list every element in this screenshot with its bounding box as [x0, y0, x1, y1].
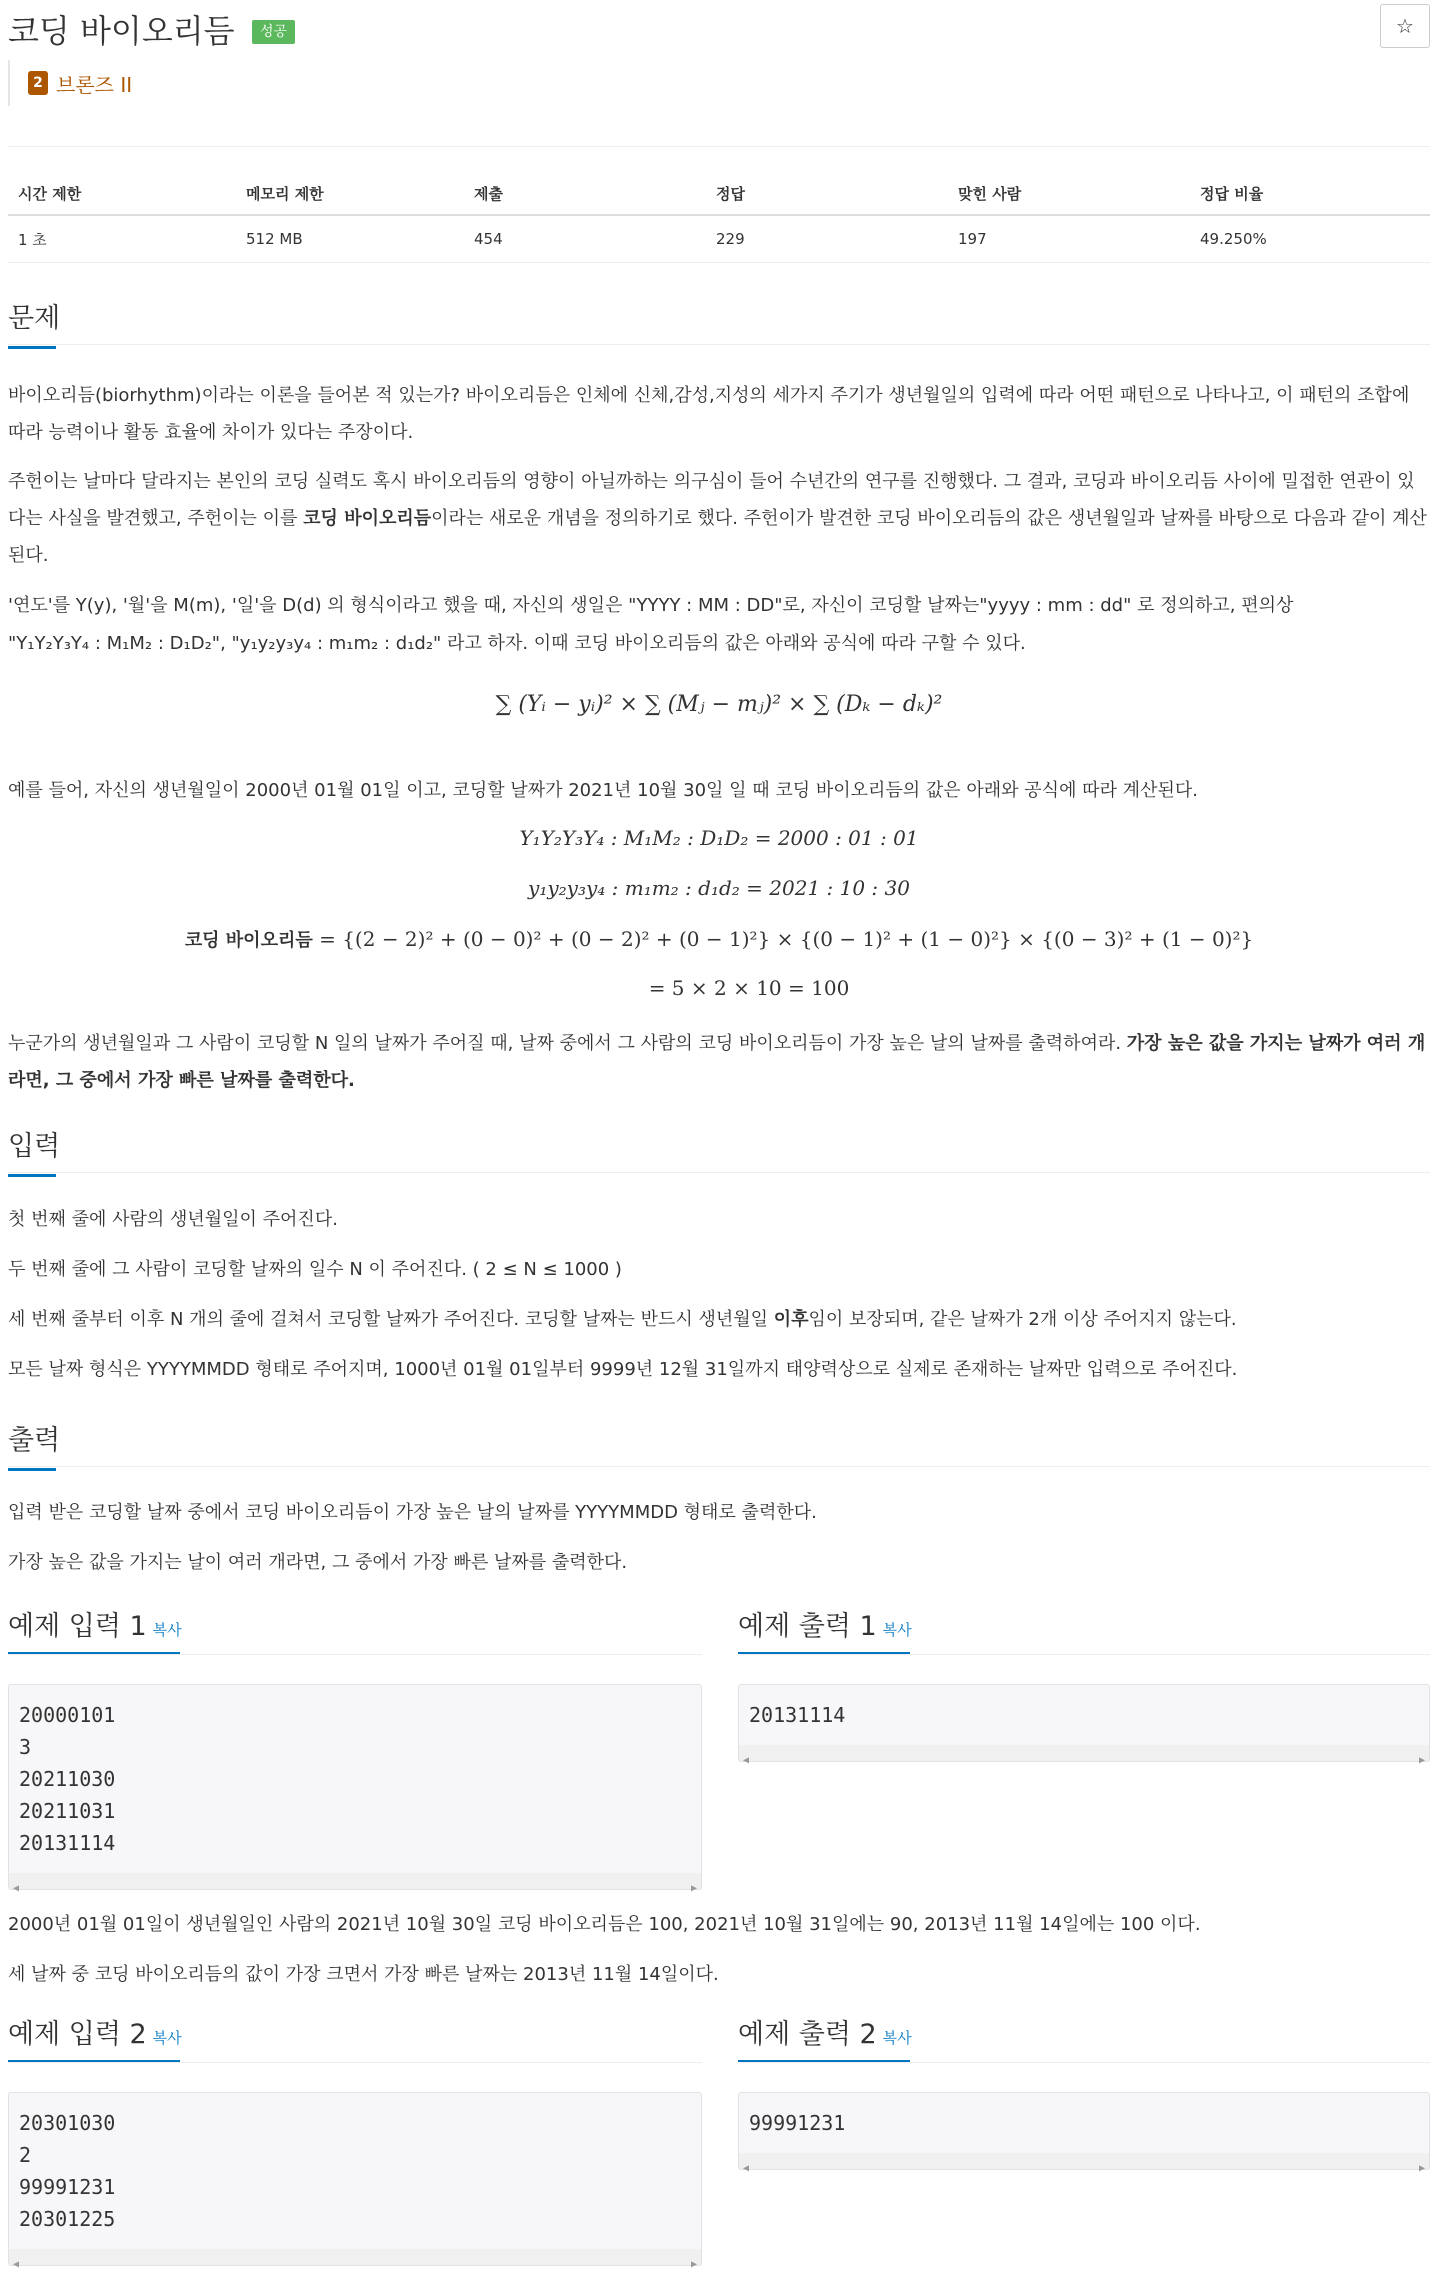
- sample-input-2[interactable]: [8, 2092, 702, 2270]
- input-heading-text: 입력: [8, 1131, 61, 1162]
- value-ratio: 49.250%: [1190, 215, 1430, 263]
- horizontal-scrollbar[interactable]: [739, 1745, 1429, 1766]
- header-time-limit: 시간 제한: [8, 172, 236, 215]
- sample-title: 예제 입력 1: [8, 1611, 147, 1642]
- divider: [8, 1654, 702, 1655]
- sample-output-1[interactable]: [738, 1684, 1430, 1766]
- sample-note-1: 2000년 01월 01일이 생년월일인 사람의 2021년 10월 30일 코딩 바이오리듬은 100, 2021년 10월 31일에는 90, 2013년 11월 14일에는 100 이다.: [8, 1914, 1201, 1935]
- problem-paragraph-3b: "Y₁Y₂Y₃Y₄ : M₁M₂ : D₁D₂", "y₁y₂y₃y₄ : m₁m₂ : d₁d₂" 라고 하자. 이때 코딩 바이오리듬의 값은 아래와 공식에 따라 구할 수 있다.: [8, 633, 1026, 654]
- star-icon: ☆: [1396, 14, 1414, 38]
- problem-bold-term: 코딩 바이오리듬: [303, 508, 432, 529]
- problem-heading: [8, 296, 60, 335]
- header-accepted: 정답: [706, 172, 948, 215]
- heading-underline: [8, 1468, 56, 1471]
- copy-button[interactable]: 복사: [152, 1621, 182, 1639]
- problem-heading-text: 문제: [8, 303, 61, 334]
- value-time-limit: 1 초: [8, 215, 236, 263]
- input-line-2: 두 번째 줄에 그 사람이 코딩할 날짜의 일수 N 이 주어진다. ( 2 ≤ N ≤ 1000 ): [8, 1259, 622, 1280]
- divider: [8, 1466, 1430, 1467]
- problem-text: 누군가의 생년월일과 그 사람이 코딩할 N 일의 날짜가 주어질 때, 날짜 중에서 그 사람의 코딩 바이오리듬이 가장 높은 날의 날짜를 출력하여라.: [8, 1033, 1127, 1054]
- problem-paragraph-4: 예를 들어, 자신의 생년월일이 2000년 01월 01일 이고, 코딩할 날짜가 2021년 10월 30일 일 때 코딩 바이오리듬의 값은 아래와 공식에 따라 계산된다.: [8, 780, 1198, 801]
- code-line: 2: [19, 2143, 32, 2167]
- sample-input-1-heading: [8, 1604, 182, 1643]
- code-line: 20000101: [19, 1703, 116, 1727]
- header-solvers: 맞힌 사람: [948, 172, 1190, 215]
- scroll-right-icon[interactable]: ▶: [1418, 2163, 1425, 2174]
- formula: ∑ (Yᵢ − yᵢ)² × ∑ (Mⱼ − mⱼ)² × ∑ (Dₖ − dₖ)²: [495, 692, 943, 717]
- divider: [738, 1654, 1430, 1655]
- header-memory-limit: 메모리 제한: [236, 172, 464, 215]
- output-line-1: 입력 받은 코딩할 날짜 중에서 코딩 바이오리듬이 가장 높은 날의 날짜를 YYYYMMDD 형태로 출력한다.: [8, 1502, 817, 1523]
- sample-title: 예제 입력 2: [8, 2019, 147, 2050]
- tier-label[interactable]: 브론즈 II: [56, 72, 133, 97]
- scroll-left-icon[interactable]: ◀: [13, 2259, 20, 2270]
- problem-paragraph-1: 바이오리듬(biorhythm)이라는 이론을 들어본 적 있는가? 바이오리듬은 인체에 신체,감성,지성의 세가지 주기가 생년월일의 입력에 따라 어떤 패턴으로 나타나고, 이 패턴의 조합에 따라 능력이나 활동 효율에 차이가 있다는 주장이다.: [8, 385, 1410, 443]
- code-line: 20301225: [19, 2207, 116, 2231]
- sample-output-1-heading: [738, 1604, 912, 1643]
- output-line-2: 가장 높은 값을 가지는 날이 여러 개라면, 그 중에서 가장 빠른 날짜를 출력한다.: [8, 1552, 628, 1573]
- output-heading: [8, 1418, 60, 1457]
- divider: [8, 344, 1430, 345]
- input-bold: 이후: [773, 1309, 809, 1330]
- input-heading: [8, 1124, 60, 1163]
- scroll-right-icon[interactable]: ▶: [690, 1883, 697, 1894]
- code-line: 20131114: [749, 1703, 846, 1727]
- horizontal-scrollbar[interactable]: [9, 1873, 701, 1894]
- copy-button[interactable]: 복사: [882, 1621, 912, 1639]
- scroll-left-icon[interactable]: ◀: [743, 2163, 750, 2174]
- header-ratio: 정답 비율: [1190, 172, 1430, 215]
- divider: [738, 2062, 1430, 2063]
- sample-input-2-heading: [8, 2012, 182, 2051]
- sample-title: 예제 출력 1: [738, 1611, 877, 1642]
- problem-text: 주헌이는 날마다 달라지는 본인의 코딩 실력도 혹시 바이오리듬의 영향이 아닐까하는 의구심이 들어 수년간의 연구를 진행했다. 그 결과, 코딩과 바이오리듬 사이에 밀접한 연관이 있다는 사실을 발견했고, 주헌이는 이를: [8, 471, 1415, 529]
- input-text: 세 번째 줄부터 이후 N 개의 줄에 걸쳐서 코딩할 날짜가 주어진다. 코딩할 날짜는 반드시 생년월일: [8, 1309, 774, 1330]
- equation-1: Y₁Y₂Y₃Y₄ : M₁M₂ : D₁D₂ = 2000 : 01 : 01: [519, 826, 919, 850]
- value-solvers[interactable]: 197: [948, 215, 1190, 263]
- scroll-right-icon[interactable]: ▶: [690, 2259, 697, 2270]
- sample-input-1[interactable]: [8, 1684, 702, 1894]
- tier-indicator[interactable]: [8, 60, 132, 106]
- problem-bold-note: 가장 높은 값을 가지는 날짜가 여러 개라면, 그 중에서 가장 빠른 날짜를 출력한다.: [8, 1033, 1426, 1091]
- value-memory-limit: 512 MB: [236, 215, 464, 263]
- bronze-tier-icon: 2: [28, 71, 48, 95]
- code-line: 20211031: [19, 1799, 116, 1823]
- scroll-right-icon[interactable]: ▶: [1418, 1755, 1425, 1766]
- problem-paragraph-2: [8, 463, 1430, 574]
- scroll-left-icon[interactable]: ◀: [743, 1755, 750, 1766]
- input-text: 임이 보장되며, 같은 날짜가 2개 이상 주어지지 않는다.: [808, 1309, 1237, 1330]
- problem-text: 이라는 새로운 개념을 정의하기로 했다. 주헌이가 발견한 코딩 바이오리듬의 값은 생년월일과 날짜를 바탕으로 다음과 같이 계산된다.: [8, 508, 1427, 566]
- horizontal-scrollbar[interactable]: [739, 2153, 1429, 2174]
- status-badge: 성공: [252, 20, 295, 44]
- problem-paragraph-3: '연도'를 Y(y), '월'을 M(m), '일'을 D(d) 의 형식이라고 했을 때, 자신의 생일은 "YYYY : MM : DD"로, 자신이 코딩할 날짜는"yyyy : mm : dd" 로 정의하고, 편의상: [8, 595, 1294, 616]
- sample-output-2-heading: [738, 2012, 912, 2051]
- copy-button[interactable]: 복사: [152, 2029, 182, 2047]
- equation-4: = 5 × 2 × 10 = 100: [648, 976, 850, 1000]
- title-row: [8, 0, 1430, 56]
- problem-paragraph-5: [8, 1025, 1430, 1099]
- value-submissions[interactable]: 454: [464, 215, 706, 263]
- equation-3: [8, 926, 1430, 952]
- divider: [8, 1172, 1430, 1173]
- horizontal-scrollbar[interactable]: [9, 2249, 701, 2270]
- code-line: 99991231: [19, 2175, 116, 2199]
- sample-note-2: 세 날짜 중 코딩 바이오리듬의 값이 가장 크면서 가장 빠른 날짜는 2013년 11월 14일이다.: [8, 1964, 719, 1985]
- input-line-1: 첫 번째 줄에 사람의 생년월일이 주어진다.: [8, 1209, 338, 1230]
- copy-button[interactable]: 복사: [882, 2029, 912, 2047]
- input-line-4: 모든 날짜 형식은 YYYYMMDD 형태로 주어지며, 1000년 01월 01일부터 9999년 12월 31일까지 태양력상으로 실제로 존재하는 날짜만 입력으로 주어진다.: [8, 1359, 1238, 1380]
- sample-title: 예제 출력 2: [738, 2019, 877, 2050]
- code-line: 3: [19, 1735, 32, 1759]
- scroll-left-icon[interactable]: ◀: [13, 1883, 20, 1894]
- info-table: [8, 172, 1430, 263]
- code-line: 99991231: [749, 2111, 846, 2135]
- heading-underline: [8, 346, 56, 349]
- equation-label: 코딩 바이오리듬: [184, 930, 313, 951]
- code-line: 20301030: [19, 2111, 116, 2135]
- equation-2: y₁y₂y₃y₄ : m₁m₂ : d₁d₂ = 2021 : 10 : 30: [528, 876, 910, 900]
- header-submissions: 제출: [464, 172, 706, 215]
- star-button[interactable]: [1380, 4, 1430, 48]
- divider: [8, 146, 1430, 147]
- input-line-3: [8, 1301, 1430, 1338]
- heading-underline: [8, 1174, 56, 1177]
- code-line: 20131114: [19, 1831, 116, 1855]
- output-heading-text: 출력: [8, 1425, 61, 1456]
- divider: [8, 2062, 702, 2063]
- code-line: 20211030: [19, 1767, 116, 1791]
- sample-output-2[interactable]: [738, 2092, 1430, 2174]
- equation-body: = {(2 − 2)² + (0 − 0)² + (0 − 2)² + (0 − 1)²} × {(0 − 1)² + (1 − 0)²} × {(0 − 3)² + (1 − 0)²}: [312, 927, 1254, 951]
- value-accepted[interactable]: 229: [706, 215, 948, 263]
- page-title: 코딩 바이오리듬: [8, 12, 235, 50]
